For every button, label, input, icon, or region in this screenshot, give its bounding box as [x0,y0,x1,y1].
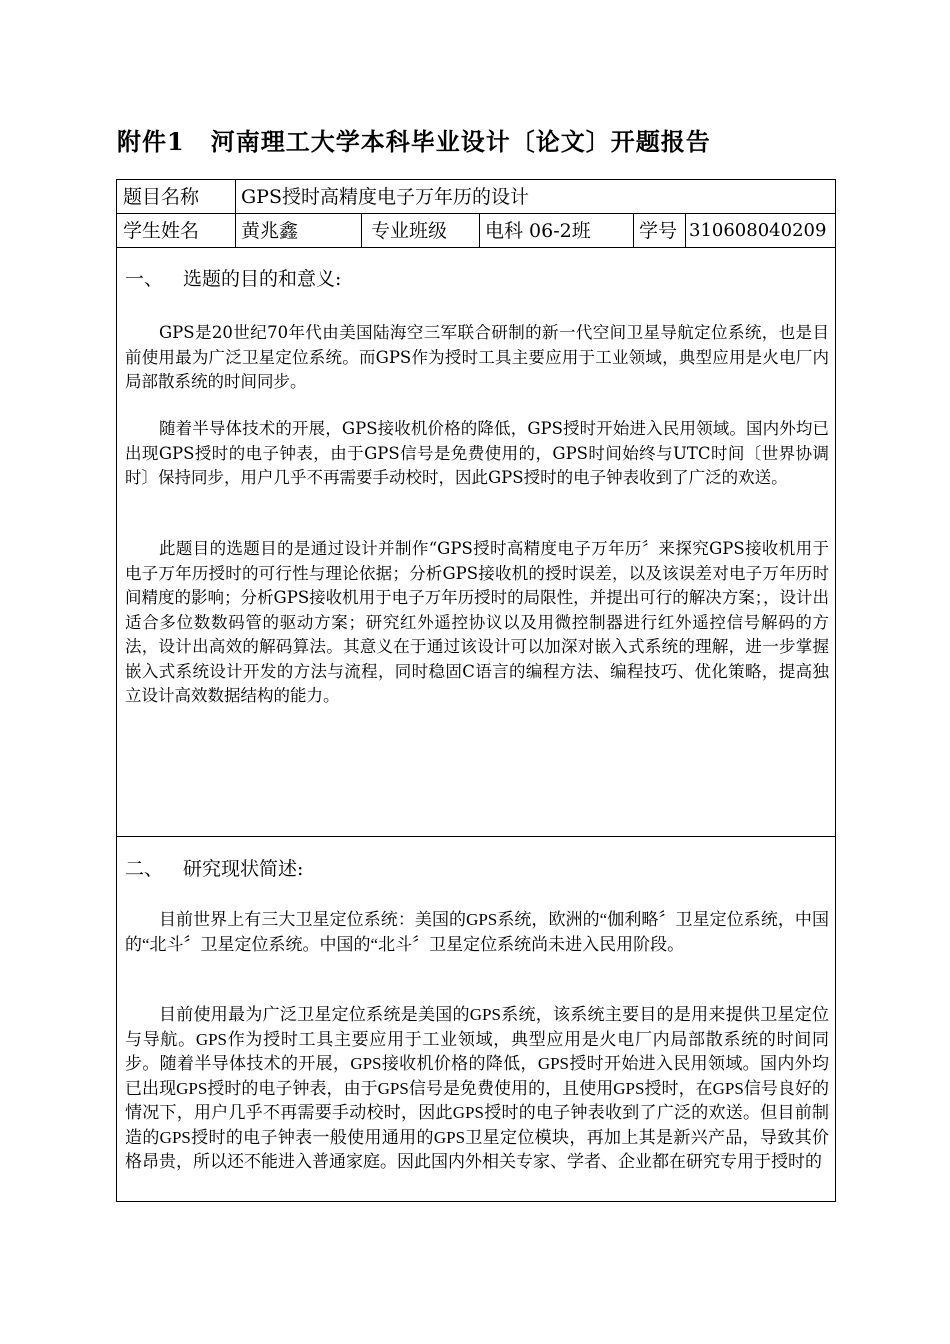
attachment-label: 附件1 [117,127,185,156]
section1-paragraph-1: GPS是20世纪70年代由美国陆海空三军联合研制的新一代空间卫星导航定位系统，也是目前使用最为广泛卫星定位系统。而GPS作为授时工具主要应用于工业领域，典型应用是火电厂内局部散系统的时间同步。 [125,323,829,391]
class-label: 专业班级 [371,220,448,242]
section2-paragraph-1: 目前世界上有三大卫星定位系统：美国的GPS系统，欧洲的“伽利略〞卫星定位系统，中国的“北斗〞卫星定位系统。中国的“北斗〞卫星定位系统尚未进入民用阶段。 [125,910,829,954]
section1-title: 选题的目的和意义: [183,268,342,290]
report-title: 河南理工大学本科毕业设计〔论文〕开题报告 [210,127,711,156]
section1-paragraph-2: 随着半导体技术的开展，GPS接收机价格的降低，GPS授时开始进入民用领域。国内外均已出现GPS授时的电子钟表，由于GPS信号是免费使用的，GPS时间始终与UTC时间〔世界协调时〕保持同步，用户几乎不再需要手动校时，因此GPS授时的电子钟表收到了广泛的欢送。 [125,419,829,487]
section1-heading [125,264,341,291]
student-value: 黄兆鑫 [241,220,299,242]
section2-paragraph-2: 目前使用最为广泛卫星定位系统是美国的GPS系统，该系统主要目的是用来提供卫星定位与导航。GPS作为授时工具主要应用于工业领域，典型应用是火电厂内局部散系统的时间同步。随着半导体技术的开展，GPS接收机价格的降低，GPS授时开始进入民用领域。国内外均已出现GPS授时的电子钟表，由于GPS信号是免费使用的，且使用GPS授时，在GPS信号良好的情况下，用户几乎不再需要手动校时，因此GPS授时的电子钟表收到了广泛的欢送。但目前制造的GPS授时的电子钟表一般使用通用的GPS卫星定位模块，再加上其是新兴产品，导致其价格昂贵，所以还不能进入普通家庭。因此国内外相关专家、学者、企业都在研究专用于授时的 [125,1005,829,1171]
student-label: 学生姓名 [123,220,200,242]
topic-label: 题目名称 [123,186,200,208]
page-title [117,122,711,157]
report-form [116,179,836,1202]
section1-paragraph-3: 此题目的选题目的是通过设计并制作“GPS授时高精度电子万年历〞来探究GPS接收机用于电子万年历授时的可行性与理论依据；分析GPS接收机的授时误差，以及该误差对电子万年历时间精度的影响；分析GPS接收机用于电子万年历授时的局限性，并提出可行的解决方案；，设计出适合多位数数码管的驱动方案；研究红外遥控协议以及用微控制器进行红外遥控信号解码的方法，设计出高效的解码算法。其意义在于通过该设计可以加深对嵌入式系统的理解，进一步掌握嵌入式系统设计开发的方法与流程，同时稳固C语言的编程方法、编程技巧、优化策略，提高独立设计高效数据结构的能力。 [125,539,829,705]
divider [117,247,835,248]
topic-value: GPS授时高精度电子万年历的设计 [241,186,529,208]
divider [117,836,835,837]
section1-number: 一、 [125,268,164,290]
section2-number: 二、 [125,858,164,880]
class-value: 电科 06-2班 [485,220,591,242]
section2-title: 研究现状简述: [183,858,304,880]
id-label: 学号 [639,220,678,242]
id-value: 310608040209 [689,220,827,241]
section2-heading [125,854,303,881]
